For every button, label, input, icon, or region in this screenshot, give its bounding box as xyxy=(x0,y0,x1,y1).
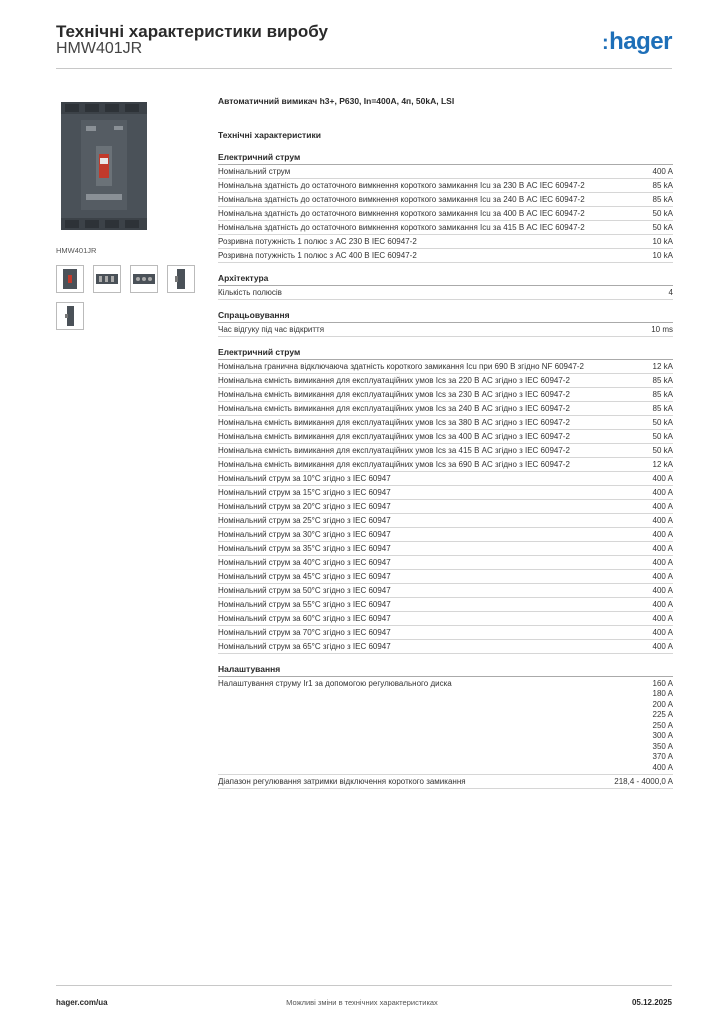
spec-value: 400 A xyxy=(652,641,673,651)
spec-label: Номінальний струм за 15°C згідно з IEC 60947 xyxy=(218,487,391,497)
spec-label: Налаштування струму Ir1 за допомогою регулювального диска xyxy=(218,678,452,688)
spec-row xyxy=(218,458,673,472)
spec-value: 4 xyxy=(668,287,673,297)
spec-label: Номінальний струм за 10°C згідно з IEC 60947 xyxy=(218,473,391,483)
breaker-side-icon xyxy=(174,268,188,290)
spec-row xyxy=(218,323,673,337)
thumbnail-side-2[interactable] xyxy=(56,302,84,330)
spec-label: Номінальний струм за 25°C згідно з IEC 60947 xyxy=(218,515,391,525)
spec-label: Номінальна ємність вимикання для експлуатаційних умов Ics за 220 В AC згідно з IEC 60947-2 xyxy=(218,375,570,385)
spec-row xyxy=(218,286,673,300)
spec-row xyxy=(218,500,673,514)
spec-label: Номінальний струм за 65°C згідно з IEC 60947 xyxy=(218,641,391,651)
thumbnail-top[interactable] xyxy=(93,265,121,293)
spec-value: 85 kA xyxy=(652,403,673,413)
spec-label: Номінальна гранична відключаюча здатність короткого замикання Icu при 690 В згідно NF 60947-2 xyxy=(218,361,585,371)
photo-caption: HMW401JR xyxy=(56,246,97,255)
spec-row xyxy=(218,235,673,249)
spec-label: Номінальний струм за 35°C згідно з IEC 60947 xyxy=(218,543,391,553)
spec-value: 12 kA xyxy=(652,459,673,469)
spec-label: Номінальний струм за 40°C згідно з IEC 60947 xyxy=(218,557,391,567)
spec-label: Кількість полюсів xyxy=(218,287,282,297)
spec-value: 400 A xyxy=(652,557,673,567)
spec-sections xyxy=(218,152,673,789)
spec-row xyxy=(218,598,673,612)
spec-row xyxy=(218,612,673,626)
spec-value: 160 A xyxy=(652,678,673,688)
spec-value: 50 kA xyxy=(652,445,673,455)
spec-row xyxy=(218,207,673,221)
spec-row xyxy=(218,677,673,775)
spec-value: 180 A xyxy=(652,689,673,698)
spec-value-list xyxy=(653,679,673,774)
right-column xyxy=(218,96,673,789)
thumbnail-side[interactable] xyxy=(167,265,195,293)
spec-label: Номінальна ємність вимикання для експлуатаційних умов Ics за 415 В AC згідно з IEC 60947-2 xyxy=(218,445,570,455)
spec-label: Номінальна здатність до остаточного вимкнення короткого замикання Icu за 415 В AC IEC 60947-2 xyxy=(218,222,585,232)
spec-row xyxy=(218,179,673,193)
footer-site-link[interactable]: hager.com/ua xyxy=(56,998,108,1007)
breaker-top-icon xyxy=(95,271,119,287)
spec-value: 370 A xyxy=(652,752,673,761)
spec-row xyxy=(218,570,673,584)
spec-value: 85 kA xyxy=(652,194,673,204)
spec-row xyxy=(218,388,673,402)
spec-value: 10 kA xyxy=(652,250,673,260)
spec-value: 400 A xyxy=(652,473,673,483)
page-subtitle: HMW401JR xyxy=(56,40,143,57)
spec-label: Номінальна здатність до остаточного вимкнення короткого замикання Icu за 240 В AC IEC 60947-2 xyxy=(218,194,585,204)
header-divider xyxy=(56,68,672,69)
spec-value: 400 A xyxy=(652,543,673,553)
spec-row xyxy=(218,514,673,528)
spec-row xyxy=(218,193,673,207)
spec-label: Час відгуку під час відкриття xyxy=(218,324,325,334)
logo-text: hager xyxy=(609,28,672,55)
spec-value: 400 A xyxy=(652,166,673,176)
spec-value: 400 A xyxy=(652,529,673,539)
spec-value: 10 kA xyxy=(652,236,673,246)
thumbnail-bottom[interactable] xyxy=(130,265,158,293)
spec-value: 400 A xyxy=(652,515,673,525)
section-title: Електричний струм xyxy=(218,347,673,360)
footer-notice: Можливі зміни в технічних характеристиках xyxy=(286,998,438,1007)
spec-label: Номінальний струм за 50°C згідно з IEC 60947 xyxy=(218,585,391,595)
spec-value: 250 A xyxy=(652,720,673,730)
left-column xyxy=(56,96,200,330)
breaker-side-alt-icon xyxy=(63,305,77,327)
spec-row xyxy=(218,775,673,789)
spec-row xyxy=(218,584,673,598)
spec-value: 50 kA xyxy=(652,431,673,441)
thumbnail-gallery xyxy=(56,265,200,330)
section-title: Архітектура xyxy=(218,273,673,286)
spec-value: 10 ms xyxy=(651,324,673,334)
spec-label: Розривна потужність 1 полюс з AC 400 В IEC 60947-2 xyxy=(218,250,417,260)
spec-value: 400 A xyxy=(652,762,673,772)
thumbnail-front[interactable] xyxy=(56,265,84,293)
spec-row xyxy=(218,165,673,179)
spec-value: 400 A xyxy=(652,585,673,595)
spec-value: 400 A xyxy=(652,501,673,511)
spec-value: 400 A xyxy=(652,487,673,497)
spec-label: Номінальний струм за 60°C згідно з IEC 60947 xyxy=(218,613,391,623)
spec-row xyxy=(218,542,673,556)
spec-label: Діапазон регулювання затримки відключення короткого замикання xyxy=(218,776,466,786)
hager-logo[interactable] xyxy=(602,28,672,56)
spec-label: Номінальна здатність до остаточного вимкнення короткого замикання Icu за 230 В AC IEC 60947-2 xyxy=(218,180,585,190)
spec-label: Номінальний струм xyxy=(218,166,291,176)
spec-value: 50 kA xyxy=(652,222,673,232)
spec-value: 85 kA xyxy=(652,389,673,399)
spec-label: Номінальний струм за 55°C згідно з IEC 60947 xyxy=(218,599,391,609)
spec-label: Розривна потужність 1 полюс з AC 230 В IEC 60947-2 xyxy=(218,236,417,246)
product-description: Автоматичний вимикач h3+, P630, In=400A, 4п, 50kA, LSI xyxy=(218,96,455,106)
spec-row xyxy=(218,472,673,486)
spec-row xyxy=(218,221,673,235)
page-title: Технічні характеристики виробу xyxy=(56,22,328,41)
spec-row xyxy=(218,249,673,263)
spec-value: 85 kA xyxy=(652,180,673,190)
spec-value: 218,4 - 4000,0 A xyxy=(614,776,673,786)
spec-value: 50 kA xyxy=(652,208,673,218)
spec-row xyxy=(218,626,673,640)
spec-label: Номінальний струм за 30°C згідно з IEC 60947 xyxy=(218,529,391,539)
spec-row xyxy=(218,360,673,374)
spec-label: Номінальна ємність вимикання для експлуатаційних умов Ics за 240 В AC згідно з IEC 60947-2 xyxy=(218,403,570,413)
spec-row xyxy=(218,416,673,430)
section-title: Електричний струм xyxy=(218,152,673,165)
circuit-breaker-image xyxy=(56,96,200,236)
spec-value: 400 A xyxy=(652,599,673,609)
spec-value: 225 A xyxy=(652,710,673,719)
spec-row xyxy=(218,640,673,654)
spec-row xyxy=(218,444,673,458)
spec-row xyxy=(218,486,673,500)
spec-value: 400 A xyxy=(652,613,673,623)
spec-value: 400 A xyxy=(652,627,673,637)
spec-value: 50 kA xyxy=(652,417,673,427)
spec-value: 400 A xyxy=(652,571,673,581)
spec-value: 12 kA xyxy=(652,361,673,371)
spec-label: Номінальна ємність вимикання для експлуатаційних умов Ics за 400 В AC згідно з IEC 60947-2 xyxy=(218,431,570,441)
spec-value: 350 A xyxy=(652,741,673,751)
spec-label: Номінальна ємність вимикання для експлуатаційних умов Ics за 380 В AC згідно з IEC 60947-2 xyxy=(218,417,570,427)
logo-dot-icon: : xyxy=(601,32,609,54)
footer-date: 05.12.2025 xyxy=(631,998,672,1007)
spec-label: Номінальний струм за 70°C згідно з IEC 60947 xyxy=(218,627,391,637)
tech-heading: Технічні характеристики xyxy=(218,130,321,140)
spec-row xyxy=(218,430,673,444)
spec-label: Номінальний струм за 45°C згідно з IEC 60947 xyxy=(218,571,391,581)
spec-row xyxy=(218,402,673,416)
product-photo[interactable] xyxy=(56,96,200,236)
breaker-bottom-icon xyxy=(132,271,156,287)
spec-label: Номінальна ємність вимикання для експлуатаційних умов Ics за 690 В AC згідно з IEC 60947-2 xyxy=(218,459,570,469)
spec-row xyxy=(218,556,673,570)
spec-row xyxy=(218,374,673,388)
breaker-front-icon xyxy=(60,268,80,290)
spec-value: 300 A xyxy=(652,731,673,740)
section-title: Налаштування xyxy=(218,664,673,677)
spec-value: 200 A xyxy=(652,699,673,709)
section-title: Спрацьовування xyxy=(218,310,673,323)
spec-label: Номінальний струм за 20°C згідно з IEC 60947 xyxy=(218,501,391,511)
spec-label: Номінальна ємність вимикання для експлуатаційних умов Ics за 230 В AC згідно з IEC 60947-2 xyxy=(218,389,570,399)
spec-row xyxy=(218,528,673,542)
footer-divider xyxy=(56,985,672,986)
spec-value: 85 kA xyxy=(652,375,673,385)
spec-label: Номінальна здатність до остаточного вимкнення короткого замикання Icu за 400 В AC IEC 60947-2 xyxy=(218,208,585,218)
